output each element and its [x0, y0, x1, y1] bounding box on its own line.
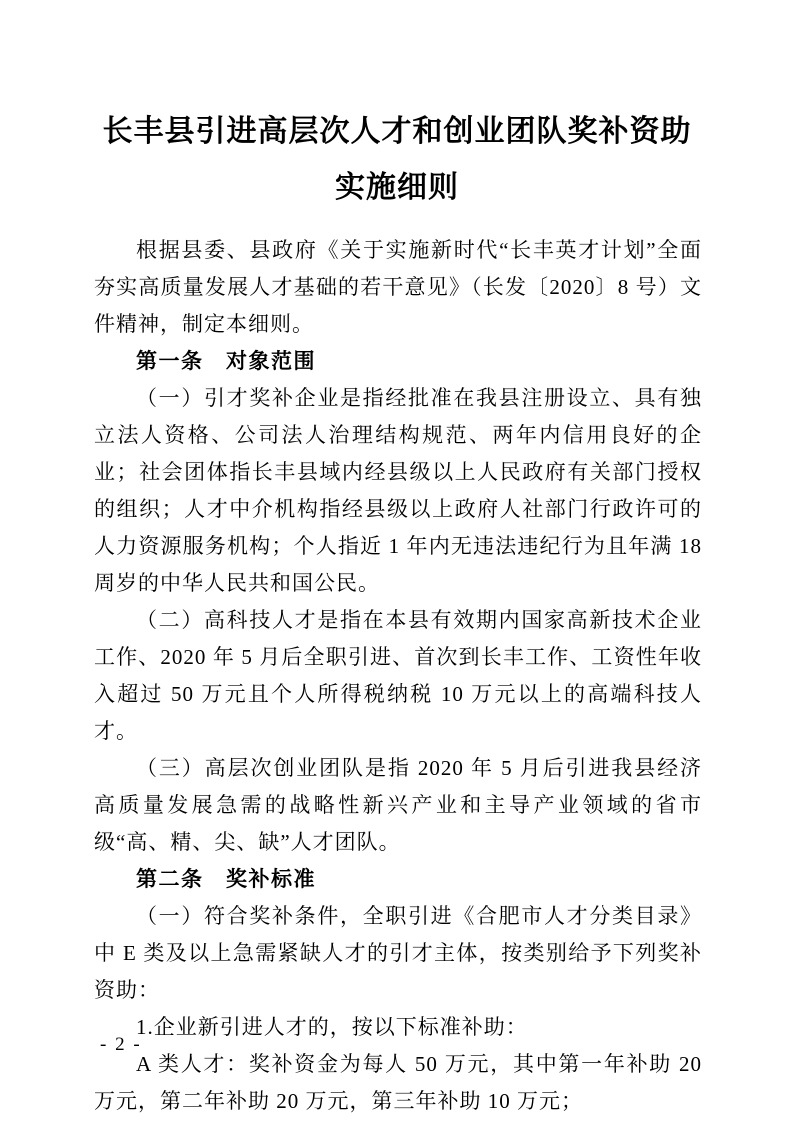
document-body [94, 232, 702, 1120]
article-1-heading: 第一条 对象范围 [136, 350, 316, 373]
article-2-heading: 第二条 奖补标准 [136, 868, 316, 891]
article-2-class-a-paragraph: A 类人才：奖补资金为每人 50 万元，其中第一年补助 20 万元，第二年补助 20 万元，第三年补助 10 万元； [94, 1052, 702, 1113]
article-1-clause-2-paragraph: （二）高科技人才是指在本县有效期内国家高新技术企业工作、2020 年 5 月后全职引进、首次到长丰工作、工资性年收入超过 50 万元且个人所得税纳税 10 万元以上的高端科技人才。 [94, 608, 702, 743]
intro-paragraph: 根据县委、县政府《关于实施新时代“长丰英才计划”全面夯实高质量发展人才基础的若干意见》（长发〔2020〕8 号）文件精神，制定本细则。 [94, 238, 702, 336]
article-1-clause-1-paragraph: （一）引才奖补企业是指经批准在我县注册设立、具有独立法人资格、公司法人治理结构规范、两年内信用良好的企业；社会团体指长丰县域内经县级以上人民政府有关部门授权的组织；人才中介机构指经县级以上政府人社部门行政许可的人力资源服务机构；个人指近 1 年内无违法违纪行为且年满 18 周岁的中华人民共和国公民。 [94, 386, 702, 595]
page-number: - 2 - [100, 1034, 142, 1055]
document-title-line-1: 长丰县引进高层次人才和创业团队奖补资助 [102, 115, 692, 148]
article-2-clause-1-paragraph: （一）符合奖补条件，全职引进《合肥市人才分类目录》中 E 类及以上急需紧缺人才的引才主体，按类别给予下列奖补资助： [94, 904, 702, 1002]
article-1-clause-3-paragraph: （三）高层次创业团队是指 2020 年 5 月后引进我县经济高质量发展急需的战略性新兴产业和主导产业领域的省市级“高、精、尖、缺”人才团队。 [94, 756, 702, 854]
document-title-line-2: 实施细则 [335, 171, 459, 204]
document-title [56, 104, 738, 216]
article-2-list-item-1-paragraph: 1.企业新引进人才的，按以下标准补助： [136, 1015, 528, 1039]
